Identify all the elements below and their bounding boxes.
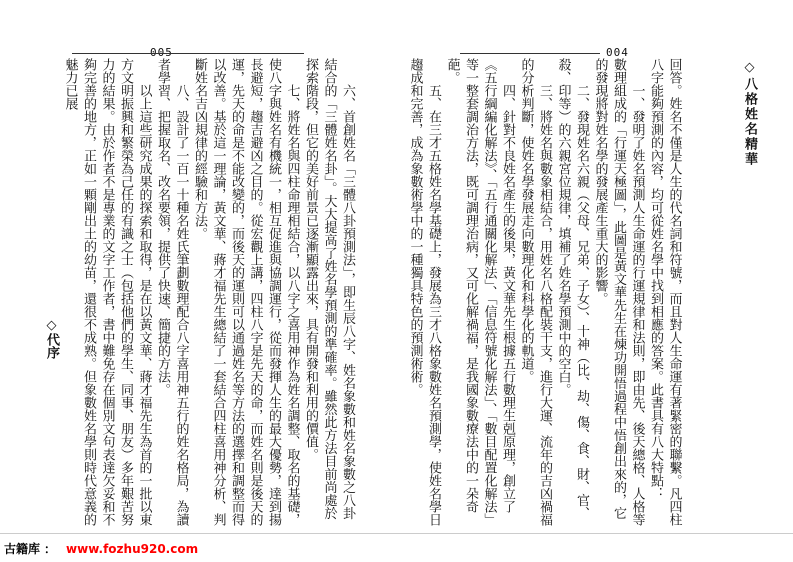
section-label	[42, 318, 61, 359]
watermark	[4, 540, 198, 557]
page-number-right: 004	[606, 46, 629, 59]
paragraph: 五、在三才五格姓名學基礎上，發展為三才八格象數姓名預測學，使姓名學日趨成和完善，成為象數術學中的一種獨具特色的預測術術。	[407, 58, 441, 526]
diamond-ornament-icon: ◇	[44, 318, 59, 333]
page-number-left: 005	[150, 46, 173, 59]
section-label-text: 代序	[44, 333, 59, 359]
right-page-text	[405, 58, 683, 528]
paragraph: 七、將姓名與四柱命理相結合，以八字之喜用神作為姓名調整、取名的基礎，使八字與姓名有機統一，相互促進與協調運行，從而發揮人生的最大優勢，達到揚長避短，趨吉避凶之目的。從宏觀上講，四柱八字是先天的命，而姓名則是後天的運，先天的命是不能改變的，而後天的運則可以通過姓名等方法的選擇和調整而得以改善。基於這一理論，黃文華、蔣才福先生總結了一套結合四柱喜用神分析、判斷姓名吉凶規律的經驗和方法。	[192, 58, 300, 526]
right-page	[405, 58, 735, 528]
paragraph: 三、將姓名與數象相結合，用姓名八格配裝干支，進行大運、流年的吉凶禍福的分析判斷，使姓名學發展走向數理化和科學化的軌道。	[518, 58, 552, 526]
header-rule-left	[72, 53, 304, 54]
paragraph: 八、設計了一百一十種名姓氏筆劃數理配合八字喜用神五行的姓名格局，為讀者學習、把握取名、改名要領，提供了快速、簡捷的方法。	[155, 58, 189, 526]
watermark-url[interactable]: www.fozhu920.com	[66, 542, 199, 556]
paragraph: 一、發明了姓名預測人生命運的行運規律和法則，即由先、後天總格、人格等數理組成的「行運天極圖」，此圖是黃文華先生在煉功開悟過程中悟創出來的，它的發現將對姓名學的發展產生重大的影響。	[592, 58, 645, 526]
diamond-ornament-icon: ◇	[742, 60, 757, 77]
paragraph: 二、發現姓名六親（父母、兄弟、子女）、十神（比、劫、傷、食、財、官、殺、印等）的六親宮位規律，填補了姓名學預測中的空白。	[555, 58, 589, 520]
left-page	[60, 58, 388, 528]
paragraph: 以上這些研究成果的探索和取得，是在以黃文華、蔣才福先生為首的一批以東方文明振興和繁榮為己任的有識之士（包括他們的學生、同事、朋友）多年艱苦努力的結果。由於作者不是專業的文字工作者，書中難免存在個別文句表達欠妥和不夠完善的地方，正如一顆剛出土的幼苗，還很不成熟。但象數姓名學則時代意義的魅力已展	[62, 58, 152, 526]
watermark-separator: ：	[44, 542, 57, 556]
paragraph: 四、針對不良姓名產生的後果，黃文華先生根據五行數理生剋原理，創立了《五行綱編化解法》、「五行通關化解法」、「信息符號化解法」、「數目配置化解法」等一整套調治方法，既可調理治病，又可化解禍福，是我國象數療法中的一朵奇葩。	[444, 58, 515, 526]
running-title-text: 八格姓名精華	[742, 77, 757, 167]
running-title	[740, 60, 759, 167]
paragraph: 六、首創姓名「三體八卦預測法」，即生辰八字、姓名象數和姓名象數之八卦結合的「三體姓名卦」。大大提高了姓名學預測的準確率。雖然此方法目前尚處於探索階段，但它的美好前景已逐漸顯露出來，具有開發和利用的價值。	[303, 58, 355, 520]
bottom-divider	[0, 533, 793, 534]
paragraph: 回答。姓名不僅是人生的代名詞和符號，而且對人生命運有著緊密的聯繫。凡四柱八字能夠預測的內容，均可從姓名學中找到相應的答案。此書具有八大特點：	[648, 58, 682, 526]
left-page-text	[60, 58, 356, 528]
header-rule-right	[460, 53, 600, 54]
watermark-site-name: 古籍库	[4, 542, 41, 556]
